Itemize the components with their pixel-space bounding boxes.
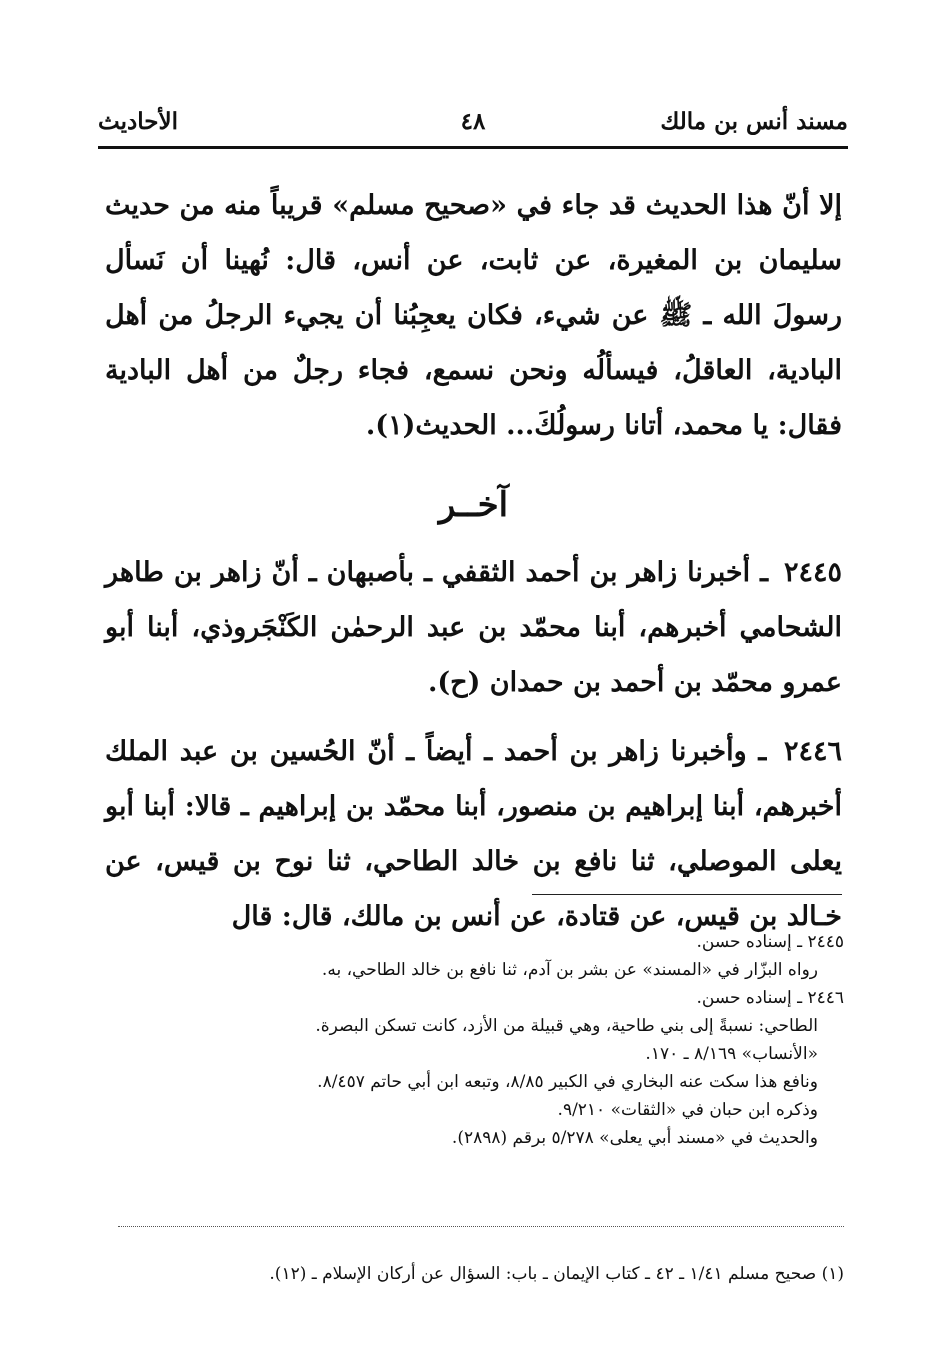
running-header: [98, 108, 848, 146]
notes-block: [118, 928, 844, 1152]
book-title: مسند أنس بن مالك: [660, 108, 848, 135]
note-2446-line: والحديث في «مسند أبي يعلى» ٥/٢٧٨ برقم (٢٨٩٨).: [451, 1128, 818, 1148]
main-text: [105, 178, 842, 944]
hadith-2446: [105, 724, 842, 944]
footnote-dotted-rule: [118, 1226, 844, 1227]
footnote-rule: [532, 894, 842, 895]
header-rule: [98, 146, 848, 149]
hadith-number: ٢٤٤٦: [783, 736, 842, 767]
section-title: الأحاديث: [98, 108, 178, 135]
note-2445-head: ٢٤٤٥ ـ إسناده حسن.: [696, 932, 844, 952]
page-number: ٤٨: [460, 108, 486, 135]
note-2446-line: «الأنساب» ٨/١٦٩ ـ ١٧٠.: [645, 1044, 818, 1064]
note-2446-line: وذكره ابن حبان في «الثقات» ٩/٢١٠.: [557, 1100, 818, 1120]
hadith-text: ـ أخبرنا زاهر بن أحمد الثقفي ـ بأصبهان ـ أنّ زاهر بن طاهر الشحامي أخبرهم، أبنا محمّد بن عبد الرحمٰن الكَنْجَروذي، أبنا أبو عمرو محمّد بن أحمد بن حمدان (ح).: [105, 557, 842, 698]
note-2446-head: ٢٤٤٦ ـ إسناده حسن.: [696, 988, 844, 1008]
hadith-number: ٢٤٤٥: [783, 557, 842, 588]
intro-paragraph: إلا أنّ هذا الحديث قد جاء في «صحيح مسلم» قريباً منه من حديث سليمان بن المغيرة، عن ثابت، عن أنس، قال: نُهينا أن نَسأل رسولَ الله ـ ﷺ عن شيء، فكان يعجِبُنا أن يجيء الرجلُ من أهل البادية، العاقلُ، فيسألُه ونحن نسمع، فجاء رجلٌ من أهل البادية فقال: يا محمد، أتانا رسولُكَ... الحديث(١).: [105, 190, 842, 441]
note-2446-line: ونافع هذا سكت عنه البخاري في الكبير ٨/٨٥، وتبعه ابن أبي حاتم ٨/٤٥٧.: [317, 1072, 818, 1092]
hadith-2445: [105, 545, 842, 710]
footnote-1: (١) صحيح مسلم ١/٤١ ـ ٤٢ ـ كتاب الإيمان ـ باب: السؤال عن أركان الإسلام ـ (١٢).: [269, 1264, 844, 1284]
note-2445-line: رواه البزّار في «المسند» عن بشر بن آدم، ثنا نافع بن خالد الطاحي، به.: [321, 960, 818, 980]
section-heading: آخــر: [438, 485, 509, 525]
note-2446-line: الطاحي: نسبةً إلى بني طاحية، وهي قبيلة من الأزد، كانت تسكن البصرة.: [315, 1016, 818, 1036]
hadith-text: ـ وأخبرنا زاهر بن أحمد ـ أيضاً ـ أنّ الحُسين بن عبد الملك أخبرهم، أبنا إبراهيم بن منصور، أبنا محمّد بن إبراهيم ـ قالا: أبنا أبو يعلى الموصلي، ثنا نافع بن خالد الطاحي، ثنا نوح بن قيس، عن خـالد بن قيس، عن قتادة، عن أنس بن مالك، قال: قال: [105, 736, 842, 932]
